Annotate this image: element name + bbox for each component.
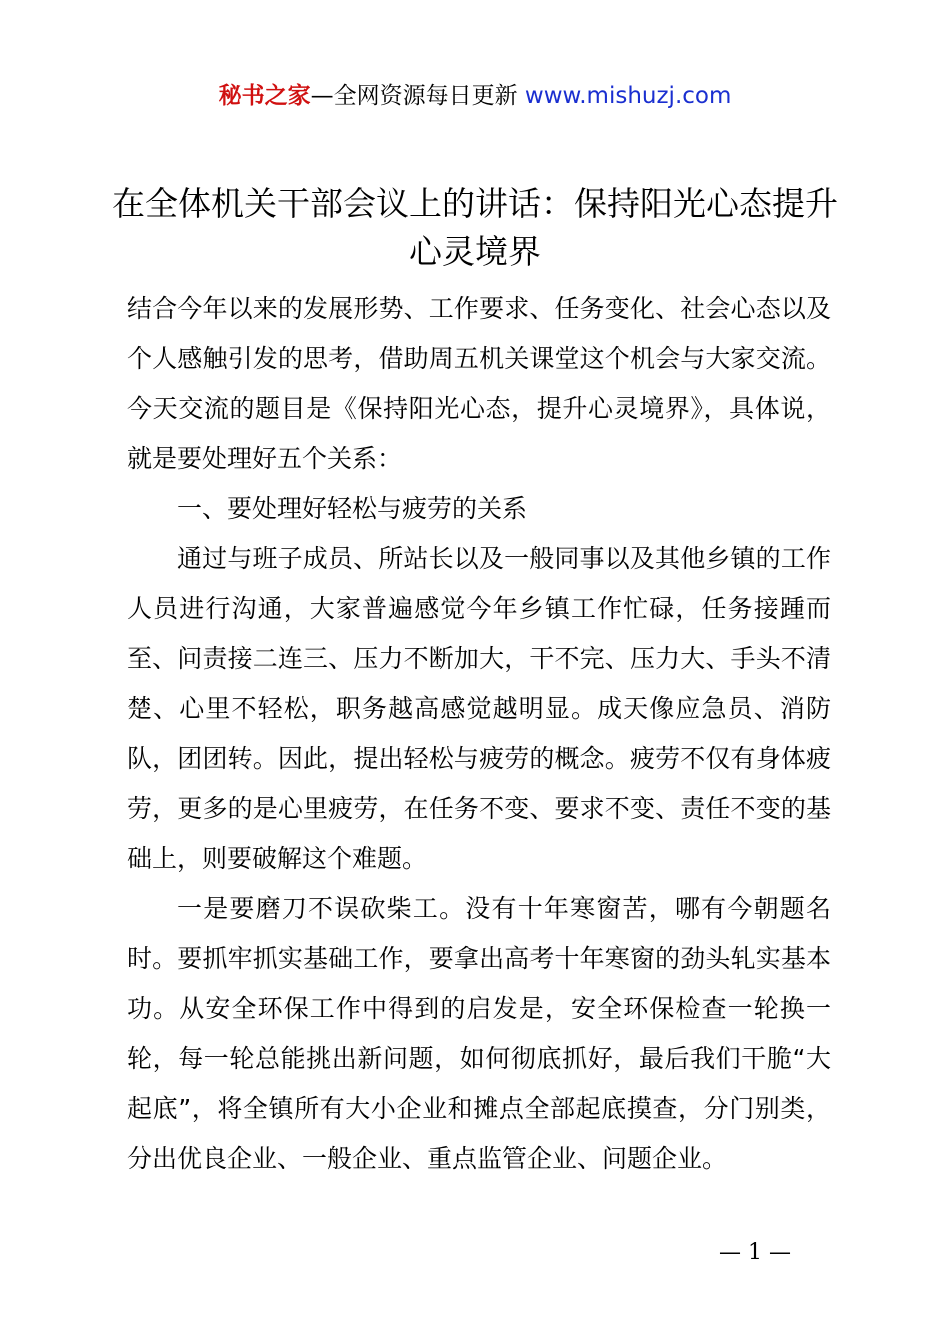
document-title: 在全体机关干部会议上的讲话：保持阳光心态提升心灵境界 — [112, 184, 838, 271]
brand-name: 秘书之家 — [218, 83, 311, 109]
page-number: — 1 — — [719, 1240, 791, 1265]
site-header — [0, 80, 950, 112]
section-heading: 一、要处理好轻松与疲劳的关系 — [177, 494, 528, 523]
site-url-link[interactable]: www.mishuzj.com — [524, 83, 732, 109]
body-paragraph: 一是要磨刀不误砍柴工。没有十年寒窗苦，哪有今朝题名时。要抓牢抓实基础工作，要拿出高考十年寒窗的劲头轧实基本功。从安全环保工作中得到的启发是，安全环保检查一轮换一轮，每一轮总能挑出新问题，如何彻底抓好，最后我们干脆“大起底”，将全镇所有大小企业和摊点全部起底摸查，分门别类，分出优良企业、一般企业、重点监管企业、问题企业。 — [127, 894, 831, 1173]
document-body — [127, 284, 831, 1184]
header-tagline: —全网资源每日更新 — [310, 83, 518, 109]
intro-paragraph: 结合今年以来的发展形势、工作要求、任务变化、社会心态以及个人感触引发的思考，借助周五机关课堂这个机会与大家交流。今天交流的题目是《保持阳光心态，提升心灵境界》，具体说，就是要处理好五个关系： — [127, 294, 831, 473]
body-paragraph: 通过与班子成员、所站长以及一般同事以及其他乡镇的工作人员进行沟通，大家普遍感觉今年乡镇工作忙碌，任务接踵而至、问责接二连三、压力不断加大，干不完、压力大、手头不清楚、心里不轻松，职务越高感觉越明显。成天像应急员、消防队，团团转。因此，提出轻松与疲劳的概念。疲劳不仅有身体疲劳，更多的是心里疲劳，在任务不变、要求不变、责任不变的基础上，则要破解这个难题。 — [127, 544, 831, 873]
